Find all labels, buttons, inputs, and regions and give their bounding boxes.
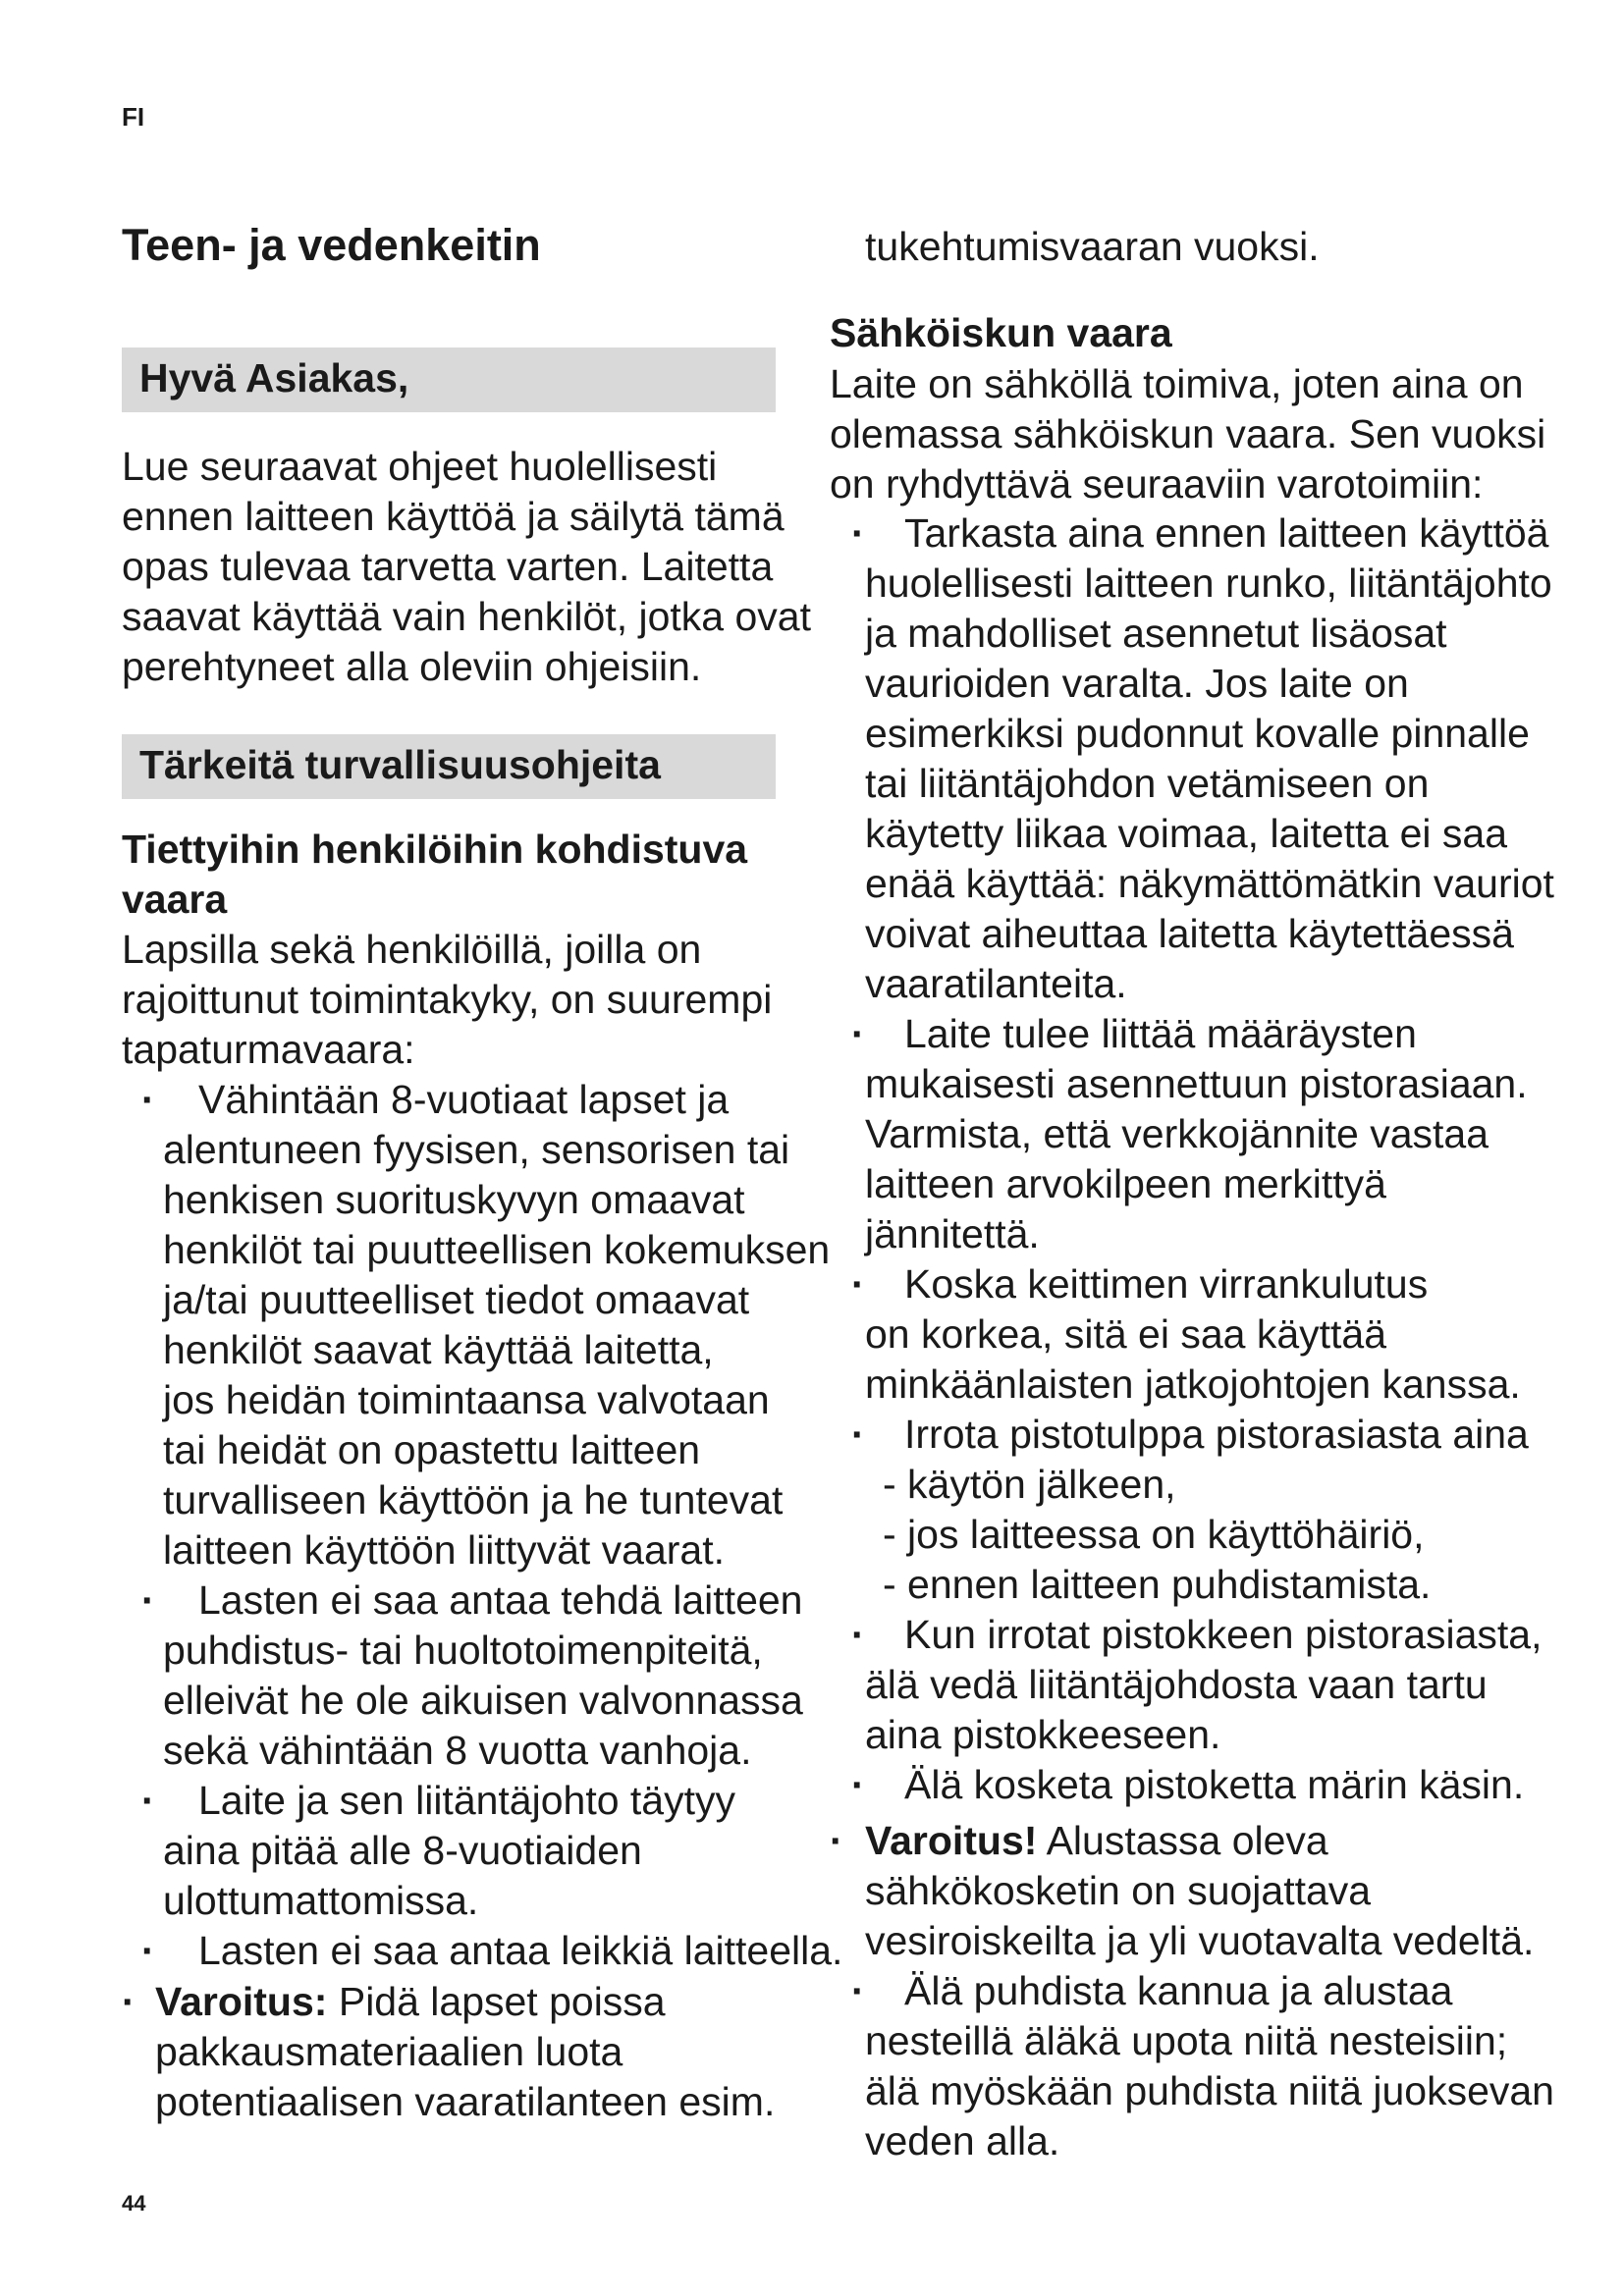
bullet-text: tai heidät on opastettu laitteen <box>163 1427 701 1472</box>
paragraph-line: Laite on sähköllä toimiva, joten aina on <box>830 361 1524 406</box>
paragraph-line: tapaturmavaara: <box>122 1027 415 1072</box>
bullet-text: henkilöt saavat käyttää laitetta, <box>163 1327 714 1372</box>
bullet-text: vaurioiden varalta. Jos laite on <box>865 661 1409 706</box>
bullet-icon: · <box>141 1577 155 1623</box>
warning-label: Varoitus: <box>155 1979 328 2024</box>
list-item <box>851 1760 1554 1810</box>
bullet-text: laitteen käyttöön liittyvät vaarat. <box>163 1527 726 1573</box>
bullet-text: Lasten ei saa antaa leikkiä laitteella. <box>198 1928 843 1973</box>
sub-heading-line: Tiettyihin henkilöihin kohdistuva <box>122 827 748 872</box>
bullet-text: laitteen arvokilpeen merkittyä <box>865 1161 1386 1206</box>
heading-line: Sähköiskun vaara <box>830 310 1172 355</box>
list-item <box>141 1075 830 1125</box>
paragraph-line: Lapsilla sekä henkilöillä, joilla on <box>122 927 702 972</box>
safety-heading: Tärkeitä turvallisuusohjeita <box>139 742 661 787</box>
warning-text: potentiaalisen vaaratilanteen esim. <box>155 2079 776 2124</box>
bullet-text: huolellisesti laitteen runko, liitäntäjohto <box>865 561 1552 606</box>
bullet-text: ulottumattomissa. <box>163 1878 479 1923</box>
bullet-text: aina pistokkeeseen. <box>865 1712 1221 1757</box>
bullet-text: Koska keittimen virrankulutus <box>904 1261 1429 1307</box>
list-item <box>141 1776 830 1826</box>
bullet-text: alentuneen fyysisen, sensorisen tai <box>163 1127 790 1172</box>
electric-shock-paragraph <box>830 359 1545 509</box>
bullet-text: minkäänlaisten jatkojohtojen kanssa. <box>865 1362 1521 1407</box>
intro-line: saavat käyttää vain henkilöt, jotka ovat <box>122 594 811 639</box>
intro-line: Lue seuraavat ohjeet huolellisesti <box>122 444 718 489</box>
safety-heading-box <box>122 734 776 799</box>
bullet-text: puhdistus- tai huoltotoimenpiteitä, <box>163 1628 763 1673</box>
bullet-icon: · <box>830 1818 843 1863</box>
bullet-text: veden alla. <box>865 2118 1060 2163</box>
bullet-text: elleivät he ole aikuisen valvonnassa <box>163 1678 803 1723</box>
list-item <box>851 1009 1554 1059</box>
intro-line: ennen laitteen käyttöä ja säilytä tämä <box>122 494 785 539</box>
warning-text: Pidä lapset poissa <box>338 1979 666 2024</box>
document-title: Teen- ja vedenkeitin <box>122 220 541 270</box>
bullet-icon: · <box>851 1762 865 1807</box>
list-item <box>141 1575 830 1626</box>
bullet-icon: · <box>141 1077 155 1122</box>
bullet-icon: · <box>851 1968 865 2013</box>
list-item <box>851 1610 1554 1660</box>
intro-line: perehtyneet alla oleviin ohjeisiin. <box>122 644 702 689</box>
bullet-text: sekä vähintään 8 vuotta vanhoja. <box>163 1728 752 1773</box>
intro-line: opas tulevaa tarvetta varten. Laitetta <box>122 544 774 589</box>
warning-text: Alustassa oleva <box>1037 1818 1328 1863</box>
bullet-text: Älä kosketa pistoketta märin käsin. <box>904 1762 1525 1807</box>
bullet-icon: · <box>851 510 865 556</box>
bullet-text: ja mahdolliset asennetut lisäosat <box>865 611 1447 656</box>
risk-paragraph <box>122 925 772 1075</box>
list-item <box>141 1926 843 1976</box>
bullet-text: mukaisesti asennettuun pistorasiaan. <box>865 1061 1528 1106</box>
bullet-text: esimerkiksi pudonnut kovalle pinnalle <box>865 711 1530 756</box>
bullet-icon: · <box>141 1928 155 1973</box>
list-item <box>851 508 1554 559</box>
continuation-line: tukehtumisvaaran vuoksi. <box>865 224 1320 269</box>
warning-label: Varoitus! <box>865 1818 1038 1863</box>
bullet-icon: · <box>851 1261 865 1307</box>
bullet-text: älä myöskään puhdista niitä juoksevan <box>865 2068 1554 2113</box>
paragraph-line: on ryhdyttävä seuraaviin varotoimiin: <box>830 461 1484 507</box>
bullet-text: Vähintään 8-vuotiaat lapset ja <box>198 1077 730 1122</box>
bullet-text: henkilöt tai puutteellisen kokemuksen <box>163 1227 831 1272</box>
bullet-text: aina pitää alle 8-vuotiaiden <box>163 1828 642 1873</box>
list-item <box>851 1966 1554 2016</box>
bullet-text: Älä puhdista kannua ja alustaa <box>904 1968 1453 2013</box>
bullet-text: tai liitäntäjohdon vetämiseen on <box>865 761 1430 806</box>
sub-list-item: - jos laitteessa on käyttöhäiriö, <box>883 1512 1425 1557</box>
bullet-text: älä vedä liitäntäjohdosta vaan tartu <box>865 1662 1488 1707</box>
sub-heading <box>122 825 747 925</box>
bullet-text: jos heidän toimintaansa valvotaan <box>163 1377 770 1422</box>
bullet-text: vaaratilanteita. <box>865 961 1127 1006</box>
list-item <box>851 1259 1554 1309</box>
right-bullet-list <box>851 508 1554 1810</box>
bullet-text: Laite tulee liittää määräysten <box>904 1011 1417 1056</box>
page-language-marker: FI <box>122 102 145 132</box>
bullet-text: ja/tai puutteelliset tiedot omaavat <box>163 1277 750 1322</box>
paragraph-line: olemassa sähköiskun vaara. Sen vuoksi <box>830 411 1546 456</box>
bullet-text: on korkea, sitä ei saa käyttää <box>865 1311 1387 1357</box>
sub-list-item: - ennen laitteen puhdistamista. <box>883 1562 1432 1607</box>
greeting-heading: Hyvä Asiakas, <box>139 355 409 400</box>
sub-list-item: - käytön jälkeen, <box>883 1462 1176 1507</box>
bullet-icon: · <box>141 1778 155 1823</box>
bullet-text: jännitettä. <box>865 1211 1040 1256</box>
bullet-text: Varmista, että verkkojännite vastaa <box>865 1111 1489 1156</box>
intro-paragraph <box>122 442 811 692</box>
continuation-text <box>865 222 1320 272</box>
page-number: 44 <box>122 2191 146 2216</box>
bullet-text: nesteillä äläkä upota niitä nesteisiin; <box>865 2018 1508 2063</box>
bullet-text: enää käyttää: näkymättömätkin vauriot <box>865 861 1554 906</box>
sub-heading-line: vaara <box>122 877 228 922</box>
bullet-text: turvalliseen käyttöön ja he tuntevat <box>163 1477 784 1522</box>
bullet-text: käytetty liikaa voimaa, laitetta ei saa <box>865 811 1508 856</box>
warning-text: sähkökosketin on suojattava <box>865 1868 1372 1913</box>
paragraph-line: rajoittunut toimintakyky, on suurempi <box>122 977 773 1022</box>
bullet-text: Lasten ei saa antaa tehdä laitteen <box>198 1577 803 1623</box>
bullet-text: Laite ja sen liitäntäjohto täytyy <box>198 1778 735 1823</box>
right-warning <box>830 1816 1534 1966</box>
bullet-icon: · <box>851 1412 865 1457</box>
electric-shock-heading <box>830 308 1172 358</box>
warning-text: vesiroiskeilta ja yli vuotavalta vedeltä. <box>865 1918 1535 1963</box>
bullet-text: Irrota pistotulppa pistorasiasta aina <box>904 1412 1529 1457</box>
left-warning <box>122 1977 775 2127</box>
warning-first-line <box>122 1977 775 2027</box>
bullet-icon: · <box>851 1011 865 1056</box>
bullet-text: voivat aiheuttaa laitetta käytettäessä <box>865 911 1514 956</box>
list-item <box>851 1410 1554 1460</box>
greeting-heading-box <box>122 347 776 412</box>
warning-first-line <box>830 1816 1534 1866</box>
bullet-icon: · <box>851 1612 865 1657</box>
bullet-text: Tarkasta aina ennen laitteen käyttöä <box>904 510 1549 556</box>
left-bullet-list <box>141 1075 843 1976</box>
bullet-text: Kun irrotat pistokkeen pistorasiasta, <box>904 1612 1543 1657</box>
bullet-icon: · <box>122 1979 135 2024</box>
right-bullet-list-2 <box>851 1966 1554 2166</box>
bullet-text: henkisen suorituskyvyn omaavat <box>163 1177 745 1222</box>
warning-text: pakkausmateriaalien luota <box>155 2029 623 2074</box>
